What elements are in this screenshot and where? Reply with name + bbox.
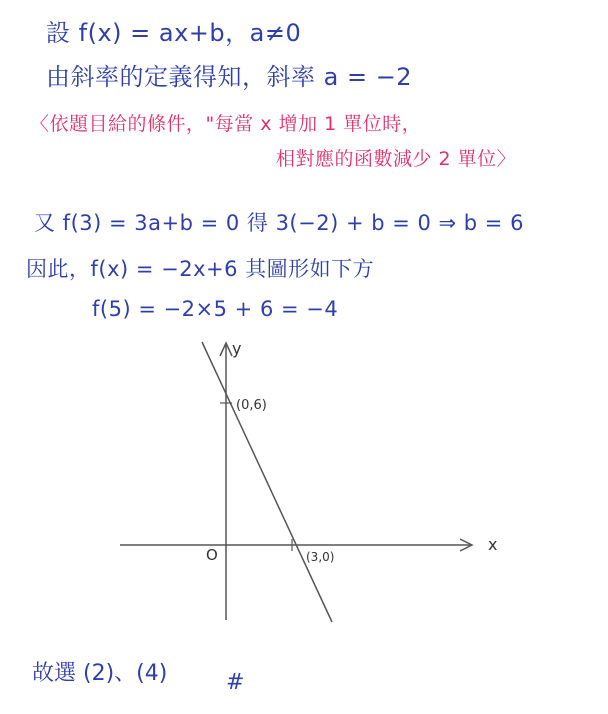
function-graph xyxy=(110,330,510,630)
note-condition-line-2: 相對應的函數減少 2 單位〉 xyxy=(276,148,517,170)
function-line xyxy=(202,342,335,622)
note-condition-line-1: 〈依題目給的條件，"每當 x 增加 1 單位時， xyxy=(30,113,422,135)
y-intercept-label: (0,6) xyxy=(236,398,267,413)
line-slope-definition: 由斜率的定義得知，斜率 a = −2 xyxy=(46,63,413,91)
end-mark: # xyxy=(226,670,245,695)
line-solve-b: 又 f(3) = 3a+b = 0 得 3(−2) + b = 0 ⇒ b = 6 xyxy=(34,211,524,235)
final-answer: 故選 (2)、(4) xyxy=(32,661,168,686)
x-intercept-label: (3,0) xyxy=(306,550,335,564)
y-axis-label: y xyxy=(232,339,242,358)
origin-label: O xyxy=(206,546,218,564)
line-evaluate-f5: f(5) = −2×5 + 6 = −4 xyxy=(92,297,339,321)
x-axis-label: x xyxy=(488,535,498,554)
line-function-result: 因此，f(x) = −2x+6 其圖形如下方 xyxy=(26,257,375,281)
line-define-function: 設 f(x) = ax+b，a≠0 xyxy=(46,19,302,47)
